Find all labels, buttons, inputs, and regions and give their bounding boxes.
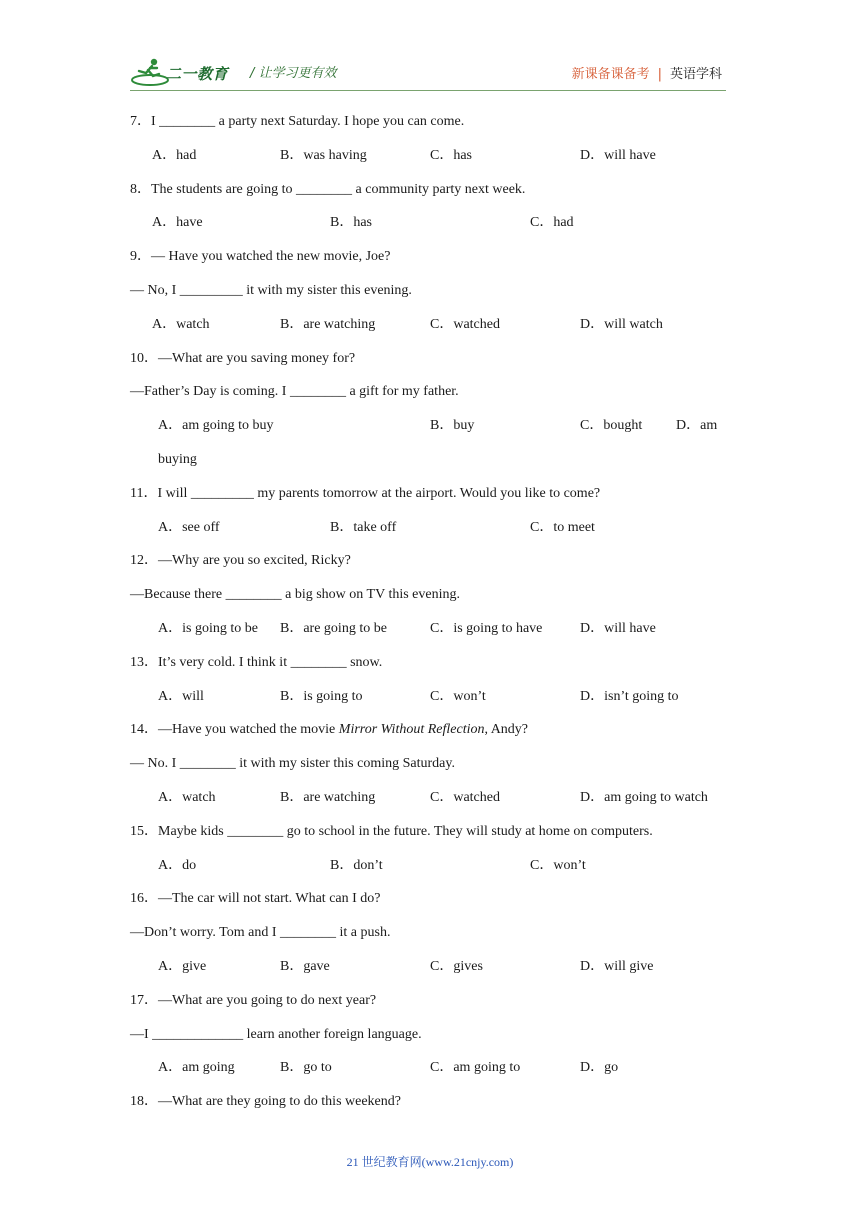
option-b: B．are going to be <box>280 620 387 636</box>
option-d: D．go <box>580 1060 619 1076</box>
option-b: B．is going to <box>280 688 363 704</box>
movie-title: Mirror Without Reflection <box>338 722 485 738</box>
option-a: A．had <box>152 147 197 163</box>
option-b: B．take off <box>330 519 397 535</box>
option-b: B．has <box>330 215 372 231</box>
option-a: A．do <box>158 857 197 873</box>
options-row <box>130 955 740 989</box>
logo <box>130 56 240 88</box>
option-c: C．won’t <box>430 688 486 704</box>
question-reply: —Father’s Day is coming. I ________ a gift for my father. <box>130 384 459 400</box>
option-d: D．will have <box>580 147 656 163</box>
slogan: / 让学习更有效 <box>250 66 337 81</box>
header-tag-prep: 新课备课备考 <box>571 67 650 82</box>
header-right <box>572 63 722 82</box>
question-stem: 13．It’s very cold. I think it ________ snow. <box>130 654 383 670</box>
option-c: C．am going to <box>430 1060 521 1076</box>
question-stem: 18．—What are they going to do this weekend? <box>130 1094 401 1110</box>
option-a: A．am going <box>158 1060 235 1076</box>
option-c: C．won’t <box>530 857 586 873</box>
question-stem: 10．—What are you saving money for? <box>130 350 356 366</box>
page-footer: 21 世纪教育网(www.21cnjy.com) <box>346 1155 514 1169</box>
question-reply: —Don’t worry. Tom and I ________ it a push. <box>130 925 391 941</box>
question-stem: 16．—The car will not start. What can I do? <box>130 891 381 907</box>
options-row <box>130 854 740 888</box>
option-d: D．will watch <box>580 316 663 332</box>
question-reply: — No. I ________ it with my sister this coming Saturday. <box>130 756 455 772</box>
option-b: B．buy <box>430 418 475 434</box>
logo-text: 二一教育 <box>166 65 229 83</box>
option-c: C．had <box>530 215 574 231</box>
page-header <box>130 56 730 88</box>
options-row <box>130 211 740 245</box>
option-a: A．give <box>158 958 207 974</box>
options-row <box>130 144 740 178</box>
option-d: D．am going to watch <box>580 789 708 805</box>
question-stem: 12．—Why are you so excited, Ricky? <box>130 553 351 569</box>
header-separator: | <box>657 67 662 82</box>
question-stem: 7．I ________ a party next Saturday. I hope you can come. <box>130 114 465 129</box>
question-stem: 9．— Have you watched the new movie, Joe? <box>130 249 391 265</box>
option-a: A．watch <box>158 789 216 805</box>
option-b: B．gave <box>280 958 330 974</box>
option-a: A．see off <box>158 519 220 535</box>
option-a: A．will <box>158 688 204 704</box>
option-a: A．am going to buy <box>158 418 274 434</box>
option-c: C．gives <box>430 958 483 974</box>
option-b: B．are watching <box>280 316 376 332</box>
options-row <box>130 786 740 820</box>
question-reply: —I _____________ learn another foreign language. <box>130 1026 422 1042</box>
question-reply: —Because there ________ a big show on TV this evening. <box>130 587 460 603</box>
option-d: D．am <box>676 418 718 434</box>
option-d: D．will have <box>580 620 656 636</box>
stem-text-end: , Andy? <box>484 722 529 738</box>
option-c: C．is going to have <box>430 620 543 636</box>
header-subject: 英语学科 <box>669 67 722 82</box>
options-row-continued <box>130 448 740 482</box>
option-a: A．is going to be <box>158 620 258 636</box>
options-row <box>130 313 740 347</box>
option-a: A．watch <box>152 316 210 332</box>
option-d: D．will give <box>580 958 654 974</box>
options-row <box>130 685 740 719</box>
option-c: C．has <box>430 147 472 163</box>
question-stem: 11．I will _________ my parents tomorrow at the airport. Would you like to come? <box>130 485 601 501</box>
options-row <box>130 414 740 448</box>
option-b: B．don’t <box>330 857 383 873</box>
option-a: A．have <box>152 215 203 231</box>
question-reply: — No, I _________ it with my sister this evening. <box>130 282 412 298</box>
question-list <box>130 110 740 1124</box>
stem-text: 14．—Have you watched the movie <box>130 722 339 738</box>
option-b: B．are watching <box>280 789 376 805</box>
question-stem <box>130 718 740 752</box>
option-c: C．bought <box>580 418 643 434</box>
option-d-continued: buying <box>158 451 197 467</box>
options-row <box>130 1056 740 1090</box>
question-stem: 8．The students are going to ________ a community party next week. <box>130 181 526 197</box>
option-c: C．to meet <box>530 519 595 535</box>
question-stem: 17．—What are you going to do next year? <box>130 992 377 1008</box>
question-stem: 15．Maybe kids ________ go to school in the future. They will study at home on computers. <box>130 823 653 839</box>
option-b: B．was having <box>280 147 367 163</box>
header-divider <box>130 90 726 91</box>
option-c: C．watched <box>430 316 500 332</box>
option-d: D．isn’t going to <box>580 688 679 704</box>
runner-logo-icon <box>130 56 170 86</box>
option-b: B．go to <box>280 1060 332 1076</box>
options-row <box>130 617 740 651</box>
option-c: C．watched <box>430 789 500 805</box>
options-row <box>130 516 740 550</box>
